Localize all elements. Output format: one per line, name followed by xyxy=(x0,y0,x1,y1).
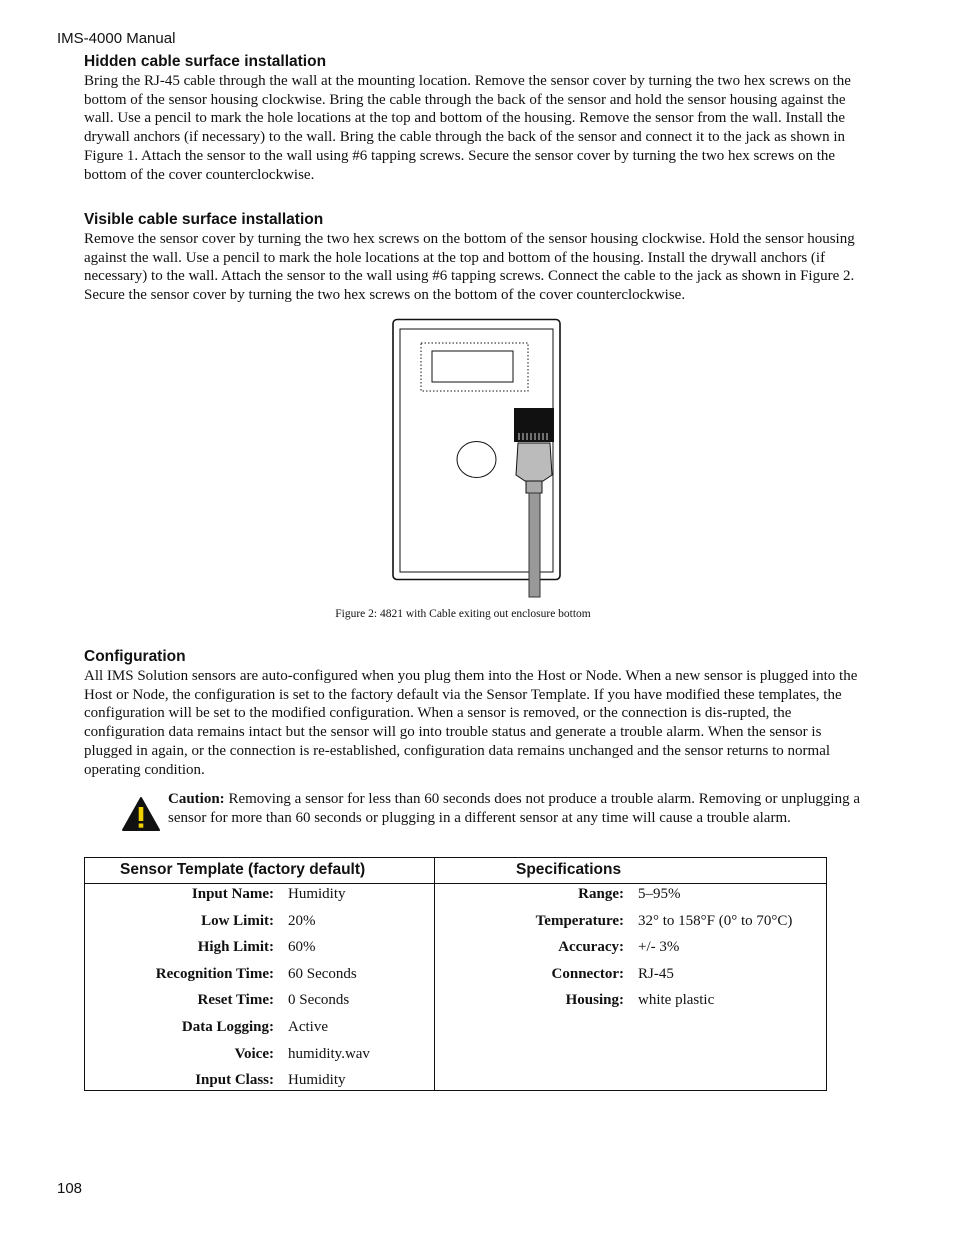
table-header-specifications: Specifications xyxy=(516,861,622,878)
row-label: Data Logging: xyxy=(181,1018,274,1035)
table-header-template: Sensor Template (factory default) xyxy=(120,861,366,878)
row-value: Humidity xyxy=(288,1072,346,1089)
row-label: Voice: xyxy=(234,1045,274,1062)
row-label: Temperature: xyxy=(535,912,624,929)
page-number: 108 xyxy=(57,1180,83,1197)
table-header-row xyxy=(85,858,826,884)
section-body: All IMS Solution sensors are auto-configured when you plug them into the Host or Node. When a new sensor is plugged into the Host or Node, the configuration is set to the factory default via the Sensor Template. If you have modified these templates, the configuration will be set to the modified configuration. When a sensor is removed, or the connection is dis-rupted, the configuration data remains intact but the sensor will go into trouble status and generate a trouble alarm. When the sensor is plugged in again, or the connection is re-established, configuration data remains unchanged and the sensor returns to normal operating condition. xyxy=(84,668,858,778)
table-row xyxy=(85,937,434,964)
row-label: Accuracy: xyxy=(558,939,624,956)
row-label: Input Name: xyxy=(191,886,274,902)
section-heading: Configuration xyxy=(84,648,186,665)
section-hidden-cable xyxy=(84,52,862,184)
row-label: Recognition Time: xyxy=(155,965,274,982)
row-label: Reset Time: xyxy=(197,992,274,1009)
template-rows xyxy=(85,884,434,1097)
figure-caption: Figure 2: 4821 with Cable exiting out enclosure bottom xyxy=(335,608,591,620)
row-label: Housing: xyxy=(565,992,624,1009)
table-row xyxy=(85,1070,434,1097)
caution-label: Caution: xyxy=(168,791,225,807)
row-label: Connector: xyxy=(551,965,624,982)
table-row xyxy=(435,911,826,938)
table-row xyxy=(435,964,826,991)
section-heading: Hidden cable surface installation xyxy=(84,53,327,70)
plug-boot xyxy=(526,481,542,493)
table-row xyxy=(85,884,434,911)
row-label: Low Limit: xyxy=(201,912,274,929)
row-value: 60% xyxy=(288,939,316,956)
caution-text xyxy=(168,790,862,827)
warning-icon xyxy=(122,796,160,832)
running-header: IMS-4000 Manual xyxy=(57,30,176,47)
cable xyxy=(529,493,540,597)
caution-body: Removing a sensor for less than 60 seconds does not produce a trouble alarm. Removing or unplugging a sensor for more than 60 seconds or plugging in a different sensor at any time will cause a trouble alarm. xyxy=(168,791,860,826)
table-row xyxy=(435,937,826,964)
row-value: RJ-45 xyxy=(638,965,674,982)
table-row xyxy=(435,884,826,911)
section-visible-cable xyxy=(84,210,862,305)
table-row xyxy=(85,990,434,1017)
row-value: 0 Seconds xyxy=(288,992,350,1009)
row-value: white plastic xyxy=(638,992,715,1009)
rj45-jack xyxy=(514,408,554,442)
rj45-plug xyxy=(516,443,552,481)
row-value: 5–95% xyxy=(638,886,681,902)
table-row xyxy=(85,964,434,991)
row-value: +/- 3% xyxy=(638,939,680,956)
row-value: Active xyxy=(288,1018,328,1035)
table-row xyxy=(435,990,826,1017)
table-row xyxy=(85,1044,434,1071)
section-configuration xyxy=(84,647,862,779)
table-row xyxy=(85,911,434,938)
row-value: Humidity xyxy=(288,886,346,902)
row-label: Input Class: xyxy=(195,1072,274,1089)
section-heading: Visible cable surface installation xyxy=(84,211,324,228)
row-value: 32° to 158°F (0° to 70°C) xyxy=(638,912,793,929)
sensor-opening xyxy=(457,442,496,478)
row-value: 20% xyxy=(288,912,316,929)
row-value: humidity.wav xyxy=(288,1045,370,1062)
table-row xyxy=(85,1017,434,1044)
section-body: Bring the RJ-45 cable through the wall at the mounting location. Remove the sensor cover by turning the two hex screws on the bottom of the sensor housing clockwise. Bring the cable through the back of the sensor and hold the sensor housing against the wall. Use a pencil to mark the hole locations at the top and bottom of the housing. Remove the sensor from the wall. Install the drywall anchors (if necessary) to the wall. Bring the cable through the back of the sensor and connect it to the jack as shown in Figure 1. Attach the sensor to the wall using #6 tapping screws. Secure the sensor cover by turning the two hex screws on the bottom of the cover counterclockwise. xyxy=(84,73,851,183)
row-value: 60 Seconds xyxy=(288,965,357,982)
sensor-figure xyxy=(392,318,562,598)
section-body: Remove the sensor cover by turning the two hex screws on the bottom of the sensor housing clockwise. Hold the sensor housing against the wall. Use a pencil to mark the hole locations at the top and bottom of the housing. Install the drywall anchors (if necessary) to the wall. Attach the sensor to the wall using #6 tapping screws. Connect the cable to the jack as shown in Figure 2. Secure the sensor cover by turning the two hex screws on the bottom of the cover counterclockwise. xyxy=(84,231,855,304)
row-label: Range: xyxy=(578,886,624,902)
sensor-spec-table xyxy=(84,857,827,1091)
row-label: High Limit: xyxy=(197,939,274,956)
specification-rows xyxy=(435,884,826,1017)
